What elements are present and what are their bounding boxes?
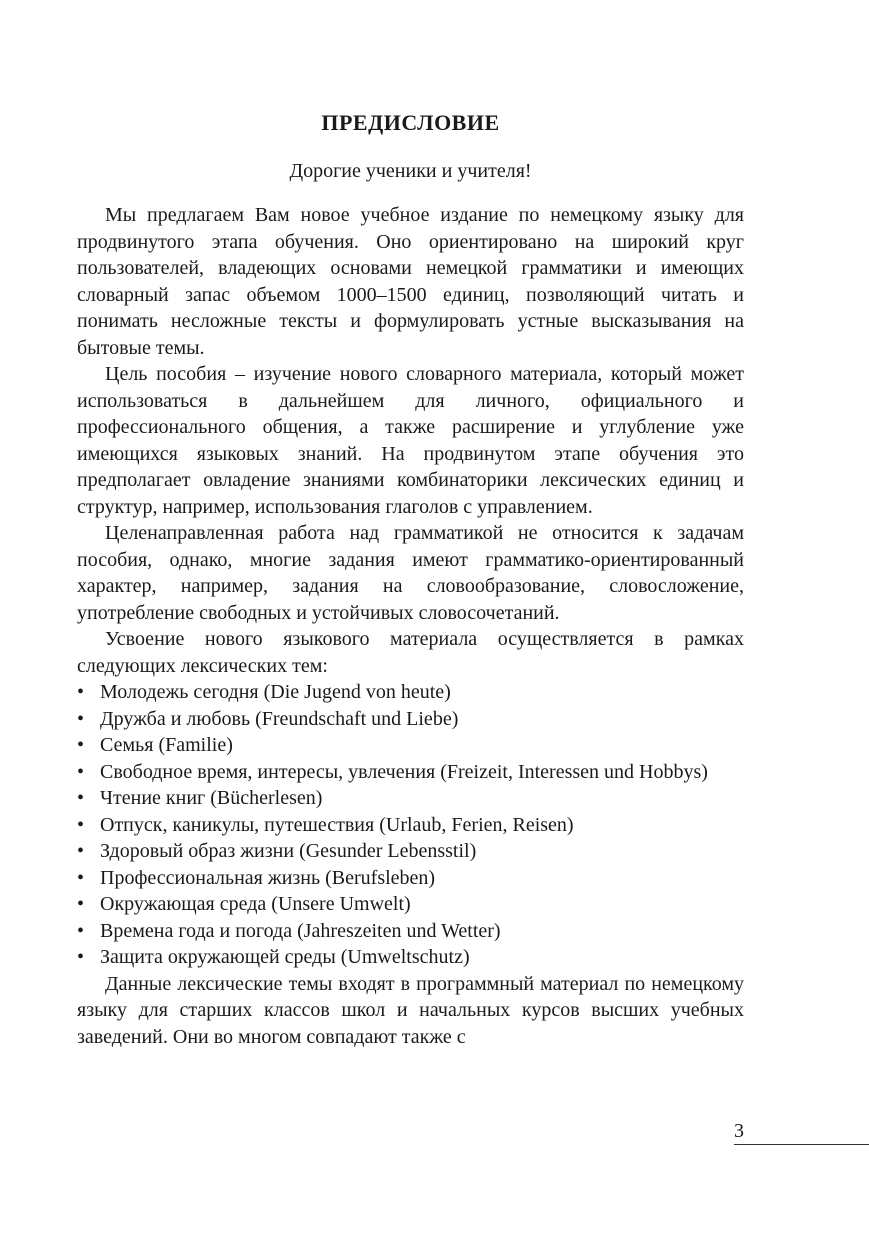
list-item xyxy=(77,944,744,971)
topic-text: Дружба и любовь (Freundschaft und Liebe) xyxy=(100,707,459,730)
paragraph-intro: Мы предлагаем Вам новое учебное издание по немецкому языку для продвинутого этапа обучения. Оно ориентировано на широкий круг пользователей, владеющих основами немецкой грамматики и имеющих словарный запас объемом 1000–1500 единиц, позволяющий читать и понимать несложные тексты и формулировать устные высказывания на бытовые темы. xyxy=(77,204,744,359)
bullet-icon: • xyxy=(77,866,85,889)
list-item xyxy=(77,918,744,945)
topic-text: Здоровый образ жизни (Gesunder Lebensstil) xyxy=(100,840,477,862)
list-item xyxy=(77,679,744,706)
page-number: 3 xyxy=(734,1120,744,1142)
bullet-icon: • xyxy=(77,681,85,703)
list-item xyxy=(77,865,744,892)
greeting: Дорогие ученики и учителя! xyxy=(289,160,532,182)
bullet-icon: • xyxy=(77,946,85,968)
list-item xyxy=(77,759,744,786)
bullet-icon: • xyxy=(77,760,85,783)
list-item xyxy=(77,838,744,865)
paragraph-topics-intro: Усвоение нового языкового материала осуществляется в рамках следующих лексических тем: xyxy=(77,628,744,677)
list-item xyxy=(77,785,744,812)
paragraph-goal: Цель пособия – изучение нового словарного материала, который может использоваться в дальнейшем для личного, официального и профессионального общения, а также расширение и углубление уже имеющихся языковых знаний. На продвинутом этапе обучения это предполагает овладение знаниями комбинаторики лексических единиц и структур, например, использования глаголов с управлением. xyxy=(77,363,744,518)
document-page xyxy=(77,100,744,1050)
topic-text: Окружающая среда (Unsere Umwelt) xyxy=(100,893,411,915)
paragraph-closing: Данные лексические темы входят в программный материал по немецкому языку для старших классов школ и начальных курсов высших учебных заведений. Они во многом совпадают также с xyxy=(77,972,744,1048)
topic-text: Чтение книг (Bücherlesen) xyxy=(100,787,323,809)
topics-list xyxy=(77,679,744,971)
page-footer xyxy=(734,1118,869,1145)
bullet-icon: • xyxy=(77,734,85,756)
list-item xyxy=(77,812,744,839)
bullet-icon: • xyxy=(77,787,85,809)
list-item xyxy=(77,732,744,759)
topic-text: Семья (Familie) xyxy=(100,734,233,756)
bullet-icon: • xyxy=(77,840,85,862)
body-text xyxy=(77,202,744,1050)
topic-text: Профессиональная жизнь (Berufsleben) xyxy=(100,866,436,889)
topic-text: Защита окружающей среды (Umweltschutz) xyxy=(100,946,470,968)
topic-text: Молодежь сегодня (Die Jugend von heute) xyxy=(100,681,451,703)
bullet-icon: • xyxy=(77,707,85,730)
list-item xyxy=(77,706,744,733)
footer-divider xyxy=(734,1144,869,1145)
bullet-icon: • xyxy=(77,919,85,942)
paragraph-grammar: Целенаправленная работа над грамматикой не относится к задачам пособия, однако, многие задания имеют грамматико-ориентированный характер, например, задания на словообразование, словосложение, употребление свободных и устойчивых словосочетаний. xyxy=(77,522,744,624)
list-item xyxy=(77,891,744,918)
page-title: ПРЕДИСЛОВИЕ xyxy=(321,110,500,135)
bullet-icon: • xyxy=(77,813,85,836)
topic-text: Времена года и погода (Jahreszeiten und Wetter) xyxy=(100,919,501,942)
topic-text: Отпуск, каникулы, путешествия (Urlaub, Ferien, Reisen) xyxy=(100,813,574,836)
bullet-icon: • xyxy=(77,893,85,915)
topic-text: Свободное время, интересы, увлечения (Freizeit, Interessen und Hobbys) xyxy=(100,760,708,783)
